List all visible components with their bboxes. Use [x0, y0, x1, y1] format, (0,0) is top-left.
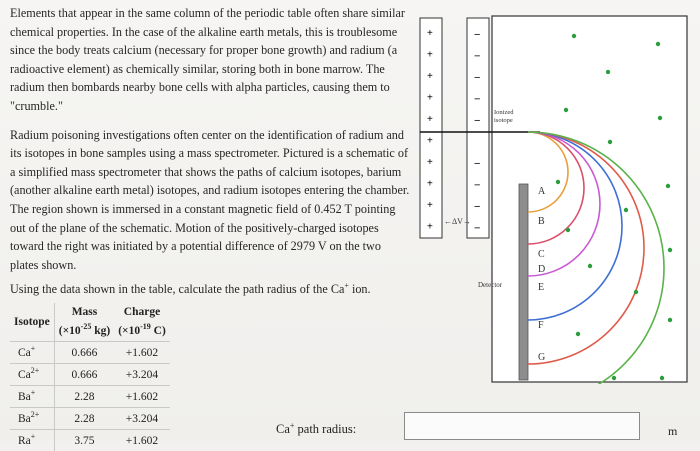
field-dot	[588, 264, 592, 268]
field-dot	[666, 184, 670, 188]
plus-sign: +	[427, 179, 433, 190]
isotope-symbol: Ba	[18, 391, 31, 403]
header-mass-unit	[54, 322, 114, 342]
isotope-charge-sup: +	[31, 344, 36, 353]
isotope-table	[10, 303, 170, 451]
minus-sign: −	[474, 115, 480, 127]
plus-sign: +	[427, 200, 433, 211]
answer-label-text: path radius:	[294, 422, 356, 436]
minus-sign: −	[474, 51, 480, 63]
cell-mass: 2.28	[54, 386, 114, 408]
mass-unit-a: (×10	[59, 325, 81, 337]
question-text: Using the data shown in the table, calculate the path radius of the Ca	[10, 282, 344, 296]
cell-isotope	[10, 386, 54, 408]
cell-isotope	[10, 430, 54, 451]
ionized-label-2: isotope	[494, 117, 513, 124]
minus-sign: −	[474, 201, 480, 213]
cell-charge: +3.204	[114, 364, 170, 386]
field-dot	[556, 180, 560, 184]
path-letter-b: B	[538, 216, 545, 227]
table-row	[10, 386, 170, 408]
charge-unit-exp: -19	[140, 322, 151, 331]
isotope-charge-sup: 2+	[31, 410, 40, 419]
cell-mass: 3.75	[54, 430, 114, 451]
minus-sign: −	[474, 29, 480, 41]
answer-unit: m	[668, 424, 677, 439]
question-paragraph	[10, 280, 410, 299]
field-dot	[576, 332, 580, 336]
field-dot	[668, 248, 672, 252]
answer-label	[276, 422, 356, 437]
plus-sign: +	[427, 28, 433, 39]
field-dot	[624, 208, 628, 212]
cell-charge: +1.602	[114, 342, 170, 364]
isotope-charge-sup: 2+	[31, 366, 40, 375]
path-radius-input[interactable]	[404, 412, 640, 440]
field-dot	[572, 34, 576, 38]
path-letter-c: C	[538, 249, 545, 260]
header-mass: Mass	[54, 303, 114, 322]
field-dot	[658, 116, 662, 120]
path-letter-e: E	[538, 282, 544, 293]
header-isotope: Isotope	[10, 303, 54, 342]
mass-unit-b: kg)	[91, 325, 110, 337]
field-dot	[660, 376, 664, 380]
intro-paragraph: Elements that appear in the same column of the periodic table often share similar chemical properties. In the case of the alkaline earth metals, this is troublesome since the body treats calcium (necessary for proper bone growth) and radium (a radioactive element) as chemically similar, storing both in bone marrow. The radium then bombards nearby bone cells with alpha particles, causing them to "crumble."	[10, 4, 410, 116]
field-dot	[608, 140, 612, 144]
charge-unit-a: (×10	[118, 325, 140, 337]
detector-bar	[519, 184, 528, 380]
header-charge-unit	[114, 322, 170, 342]
cell-charge: +1.602	[114, 386, 170, 408]
question-end: ion.	[349, 282, 371, 296]
field-dot	[634, 290, 638, 294]
minus-sign: −	[474, 180, 480, 192]
minus-sign: −	[474, 223, 480, 235]
minus-sign: −	[474, 72, 480, 84]
answer-label-sup: +	[290, 421, 295, 430]
path-letter-g: G	[538, 352, 545, 363]
mass-spectrometer-diagram	[418, 14, 690, 384]
ionized-label-1: Ionized	[494, 109, 514, 116]
cell-charge: +3.204	[114, 408, 170, 430]
field-dot	[606, 70, 610, 74]
field-dot	[668, 318, 672, 322]
isotope-charge-sup: +	[31, 432, 36, 441]
voltage-label: ←ΔV→	[444, 217, 471, 226]
path-letter-d: D	[538, 264, 545, 275]
plus-sign: +	[427, 114, 433, 125]
isotope-symbol: Ba	[18, 413, 31, 425]
cell-mass: 0.666	[54, 364, 114, 386]
minus-sign: −	[474, 158, 480, 170]
table-row	[10, 342, 170, 364]
path-letter-a: A	[538, 186, 546, 197]
question-sup: +	[344, 281, 349, 290]
plus-sign: +	[427, 71, 433, 82]
cell-mass: 2.28	[54, 408, 114, 430]
field-dot	[566, 228, 570, 232]
problem-text	[10, 4, 410, 299]
description-paragraph: Radium poisoning investigations often center on the identification of radium and its isotopes in bone samples using a mass spectrometer. Pictured is a schematic of a simplified mass spectrometer that shows the paths of calcium isotopes, barium (another alkaline earth metal) isotopes, and radium isotopes entering the chamber. The region shown is immersed in a constant magnetic field of 0.452 T pointing out of the plane of the schematic. Motion of the positively-charged isotopes toward the right was initiated by a potential difference of 2979 V on the two plates shown.	[10, 126, 410, 275]
plus-sign: +	[427, 157, 433, 168]
detector-label: Detector	[478, 281, 503, 289]
minus-sign: −	[474, 94, 480, 106]
mass-unit-exp: -25	[81, 322, 92, 331]
answer-label-ion: Ca	[276, 422, 290, 436]
plus-sign: +	[427, 93, 433, 104]
isotope-table-body	[10, 342, 170, 451]
cell-isotope	[10, 342, 54, 364]
cell-mass: 0.666	[54, 342, 114, 364]
cell-isotope	[10, 408, 54, 430]
path-letter-f: F	[538, 320, 544, 331]
table-row	[10, 364, 170, 386]
isotope-symbol: Ra	[18, 435, 31, 447]
isotope-symbol: Ca	[18, 369, 31, 381]
isotope-symbol: Ca	[18, 347, 31, 359]
cell-isotope	[10, 364, 54, 386]
header-charge: Charge	[114, 303, 170, 322]
table-row	[10, 430, 170, 451]
field-dot	[656, 42, 660, 46]
table-row	[10, 408, 170, 430]
plus-sign: +	[427, 50, 433, 61]
isotope-charge-sup: +	[31, 388, 36, 397]
field-dot	[612, 376, 616, 380]
plus-sign: +	[427, 136, 433, 147]
field-dot	[564, 108, 568, 112]
plus-sign: +	[427, 222, 433, 233]
charge-unit-b: C)	[151, 325, 166, 337]
cell-charge: +1.602	[114, 430, 170, 451]
